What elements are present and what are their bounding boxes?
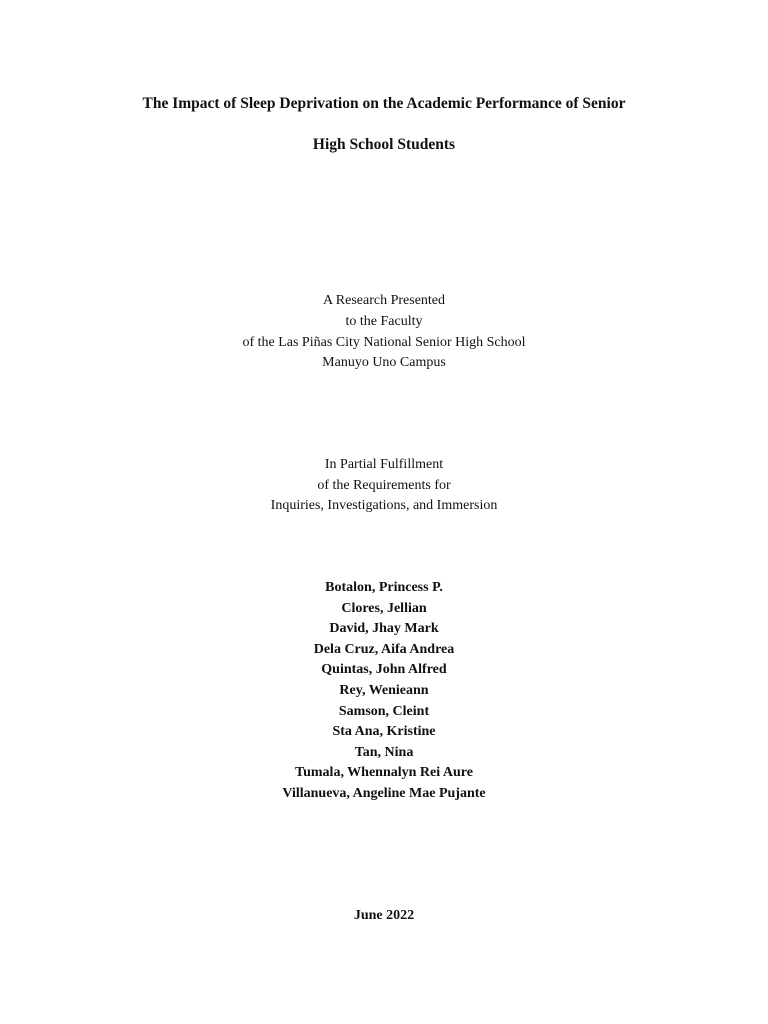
presentation-line-1: A Research Presented bbox=[322, 293, 446, 308]
presentation-line-4: Manuyo Uno Campus bbox=[322, 355, 446, 370]
author-name: Samson, Cleint bbox=[338, 704, 430, 719]
author-name: Dela Cruz, Aifa Andrea bbox=[313, 642, 455, 657]
author-name: Clores, Jellian bbox=[341, 601, 427, 616]
author-name: Villanueva, Angeline Mae Pujante bbox=[282, 786, 486, 801]
author-name: Quintas, John Alfred bbox=[321, 662, 447, 677]
title-line-2: High School Students bbox=[312, 136, 456, 153]
presentation-line-3: of the Las Piñas City National Senior High School bbox=[242, 335, 526, 350]
author-name: Tumala, Whennalyn Rei Aure bbox=[295, 765, 473, 780]
fulfillment-line-2: of the Requirements for bbox=[317, 478, 451, 493]
author-name: David, Jhay Mark bbox=[329, 621, 439, 636]
author-name: Rey, Wenieann bbox=[339, 683, 429, 698]
submission-date: June 2022 bbox=[353, 908, 415, 923]
fulfillment-line-1: In Partial Fulfillment bbox=[324, 457, 444, 472]
author-name: Tan, Nina bbox=[354, 745, 414, 760]
fulfillment-line-3: Inquiries, Investigations, and Immersion bbox=[270, 498, 498, 513]
title-line-1: The Impact of Sleep Deprivation on the Academic Performance of Senior bbox=[142, 95, 626, 112]
author-name: Sta Ana, Kristine bbox=[332, 724, 436, 739]
presentation-line-2: to the Faculty bbox=[345, 314, 423, 329]
author-name: Botalon, Princess P. bbox=[325, 580, 443, 595]
